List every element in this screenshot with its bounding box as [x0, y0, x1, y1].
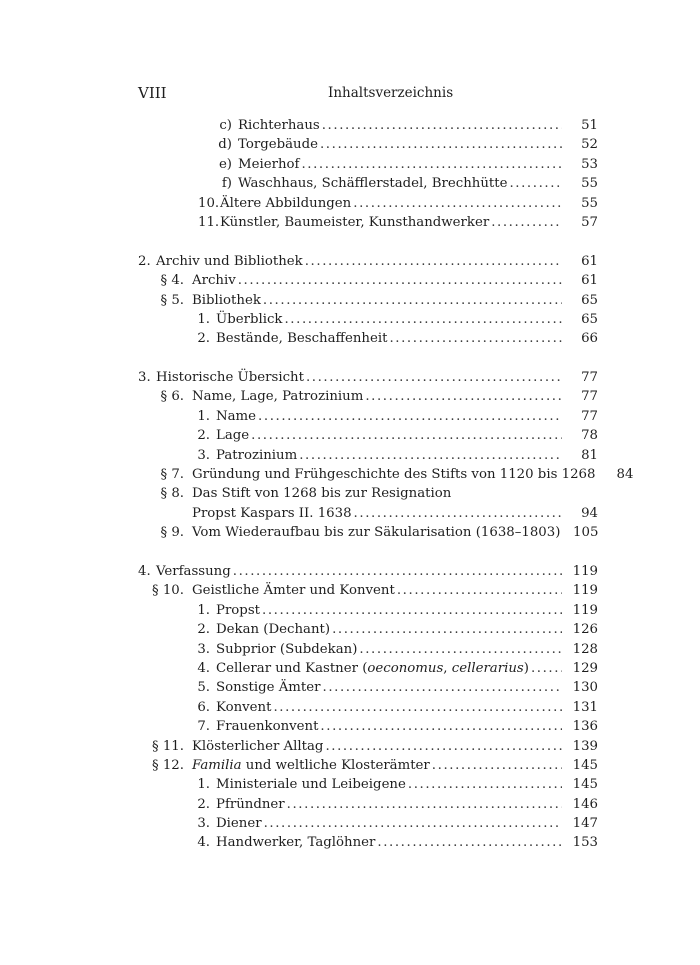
item-number: 7.	[197, 719, 210, 735]
item-number: 2.	[197, 331, 210, 347]
section-gap	[138, 351, 598, 370]
page-number-ref: 145	[572, 777, 598, 793]
entry-title: Archiv und Bibliothek	[156, 253, 303, 269]
page-number-ref: 61	[581, 253, 598, 269]
entry-title: Das Stift von 1268 bis zur Resignation	[192, 486, 452, 502]
item-number: f)	[221, 176, 232, 192]
page-number-ref: 77	[581, 389, 598, 405]
item-number: 10.	[198, 195, 220, 211]
entry-title: Name	[216, 408, 257, 424]
entry-title: Bibliothek	[192, 292, 261, 308]
page-number-ref: 105	[573, 525, 599, 541]
entry-title: Ältere Abbildungen	[220, 195, 352, 211]
dot-leader	[305, 254, 562, 269]
entry-title: Dekan (Dechant)	[216, 622, 331, 638]
entry-title: Pfründner	[216, 796, 285, 812]
toc-entry	[138, 642, 598, 661]
page-number-ref: 119	[572, 583, 598, 599]
entry-title: Vom Wiederaufbau bis zur Säkularisation (1638–1803)	[192, 525, 561, 541]
section-number: § 5.	[160, 292, 184, 308]
entry-title-rich: Cellerar und Kastner (oeconomus, cellerarius)	[216, 660, 529, 676]
entry-title: Patrozinium	[216, 447, 298, 463]
section-number: § 6.	[160, 389, 184, 405]
dot-leader	[531, 661, 562, 676]
entry-title: Künstler, Baumeister, Kunsthandwerker	[220, 214, 490, 230]
page-number-ref: 51	[581, 118, 598, 133]
toc-entry	[138, 137, 598, 156]
entry-title: Diener	[216, 816, 262, 832]
dot-leader	[377, 835, 562, 850]
item-number: 6.	[197, 699, 210, 715]
chapter-number: 2.	[138, 253, 151, 269]
page-number-ref: 57	[581, 214, 598, 230]
page-number-ref: 139	[572, 738, 598, 754]
entry-title: Bestände, Beschaffenheit	[216, 331, 388, 347]
toc-entry	[138, 797, 598, 816]
page-number-ref: 153	[572, 835, 598, 851]
page-number: VIII	[138, 84, 167, 102]
entry-title: Ministeriale und Leibeigene	[216, 777, 406, 793]
entry-title: Richterhaus	[238, 118, 320, 133]
page-number-ref: 52	[581, 137, 598, 153]
section-gap	[138, 234, 598, 253]
toc-entry	[138, 118, 598, 137]
toc-entry	[138, 389, 598, 408]
dot-leader	[332, 622, 562, 637]
page-number-ref: 131	[572, 699, 598, 715]
page-number-ref: 81	[581, 447, 598, 463]
item-number: 4.	[197, 835, 210, 851]
page-number-ref: 145	[572, 757, 598, 773]
dot-leader	[322, 118, 562, 133]
dot-leader	[325, 739, 562, 754]
toc-entry	[138, 176, 598, 195]
dot-leader	[238, 273, 562, 288]
toc-entry	[138, 254, 598, 273]
item-number: 4.	[197, 660, 210, 676]
entry-title: Sonstige Ämter	[216, 680, 321, 696]
section-number: § 7.	[160, 467, 184, 483]
entry-title: Frauenkonvent	[216, 719, 319, 735]
page-number-ref: 119	[572, 602, 598, 618]
page-number-ref: 61	[581, 273, 598, 289]
item-number: d)	[218, 137, 232, 153]
toc-entry	[138, 583, 598, 602]
toc-entry	[138, 215, 598, 234]
entry-title: Handwerker, Taglöhner	[216, 835, 376, 851]
toc-entry	[138, 467, 634, 486]
toc-entry	[138, 486, 598, 505]
dot-leader	[397, 583, 562, 598]
item-number: 2.	[197, 622, 210, 638]
entry-title: Gründung und Frühgeschichte des Stifts von 1120 bis 1268	[192, 467, 596, 483]
toc-entry	[138, 661, 598, 680]
toc-entry	[138, 739, 598, 758]
item-number: 1.	[197, 408, 210, 424]
running-title: Inhaltsverzeichnis	[328, 85, 454, 101]
toc-entry	[138, 758, 598, 777]
page-number-ref: 146	[572, 796, 598, 812]
dot-leader	[432, 758, 562, 773]
dot-leader	[354, 506, 562, 521]
dot-leader	[389, 331, 562, 346]
toc-entry	[138, 816, 598, 835]
toc-entry	[138, 312, 598, 331]
entry-title: Archiv	[192, 273, 236, 289]
dot-leader	[320, 137, 562, 152]
toc-entry	[138, 700, 598, 719]
toc-entry	[138, 603, 598, 622]
page-number-ref: 77	[581, 408, 598, 424]
dot-leader	[323, 680, 563, 695]
entry-title-rich: Familia und weltliche Klosterämter	[192, 757, 430, 773]
page-number-ref: 129	[572, 660, 598, 676]
section-number: § 8.	[160, 486, 184, 502]
table-of-contents	[138, 118, 634, 855]
dot-leader	[263, 293, 562, 308]
entry-title: Subprior (Subdekan)	[216, 641, 358, 657]
toc-entry	[138, 680, 598, 699]
toc-entry	[138, 409, 598, 428]
page-number-ref: 128	[572, 641, 598, 657]
entry-title: Verfassung	[156, 563, 231, 579]
dot-leader	[359, 642, 562, 657]
item-number: e)	[218, 156, 232, 172]
dot-leader	[301, 157, 562, 172]
toc-entry	[138, 370, 598, 389]
page-number-ref: 126	[572, 622, 598, 638]
entry-title: Konvent	[216, 699, 272, 715]
dot-leader	[264, 816, 562, 831]
toc-entry	[138, 331, 598, 350]
toc-entry	[138, 293, 598, 312]
page-number-ref: 65	[581, 311, 598, 327]
toc-entry	[138, 448, 598, 467]
page-number-ref: 53	[581, 156, 598, 172]
section-number: § 10.	[151, 583, 184, 599]
page-number-ref: 130	[572, 680, 598, 696]
dot-leader	[258, 409, 562, 424]
item-number: 2.	[197, 428, 210, 444]
dot-leader	[365, 389, 562, 404]
entry-title: Torgebäude	[238, 137, 318, 153]
item-number: 11.	[198, 214, 220, 230]
toc-entry	[138, 622, 598, 641]
toc-entry	[138, 525, 598, 544]
item-number: 3.	[197, 816, 210, 832]
section-number: § 11.	[151, 738, 184, 754]
toc-entry	[138, 777, 598, 796]
item-number: 1.	[197, 777, 210, 793]
dot-leader	[284, 312, 562, 327]
toc-entry	[138, 196, 598, 215]
item-number: c)	[219, 118, 232, 133]
dot-leader	[353, 196, 562, 211]
section-number: § 4.	[160, 273, 184, 289]
entry-title: Propst	[216, 602, 260, 618]
dot-leader	[509, 176, 562, 191]
dot-leader	[306, 370, 562, 385]
page-number-ref: 94	[581, 505, 598, 521]
dot-leader	[320, 719, 562, 734]
dot-leader	[233, 564, 562, 579]
toc-entry	[138, 506, 598, 525]
item-number: 3.	[197, 447, 210, 463]
toc-entry	[138, 835, 598, 854]
page-number-ref: 55	[581, 195, 598, 211]
toc-entry	[138, 157, 598, 176]
entry-title: Lage	[216, 428, 250, 444]
page-number-ref: 65	[581, 292, 598, 308]
section-number: § 12.	[151, 757, 184, 773]
dot-leader	[251, 428, 562, 443]
entry-title: Historische Übersicht	[156, 370, 304, 386]
entry-title: Klösterlicher Alltag	[192, 738, 324, 754]
toc-entry	[138, 428, 598, 447]
page-number-ref: 55	[581, 176, 598, 192]
dot-leader	[287, 797, 562, 812]
section-gap	[138, 545, 598, 564]
item-number: 1.	[197, 311, 210, 327]
item-number: 3.	[197, 641, 210, 657]
item-number: 1.	[197, 602, 210, 618]
page-number-ref: 84	[616, 467, 634, 483]
toc-entry	[138, 273, 598, 292]
entry-title: Geistliche Ämter und Konvent	[192, 583, 395, 599]
entry-title: Propst Kaspars II. 1638	[192, 505, 352, 521]
dot-leader	[273, 700, 562, 715]
chapter-number: 4.	[138, 563, 151, 579]
entry-title: Name, Lage, Patrozinium	[192, 389, 364, 405]
page-number-ref: 78	[581, 428, 598, 444]
dot-leader	[491, 215, 562, 230]
item-number: 2.	[197, 796, 210, 812]
toc-entry	[138, 564, 598, 583]
dot-leader	[262, 603, 562, 618]
item-number: 5.	[197, 680, 210, 696]
entry-title: Überblick	[216, 311, 283, 327]
toc-entry	[138, 719, 598, 738]
page-number-ref: 136	[572, 719, 598, 735]
page-number-ref: 119	[572, 563, 598, 579]
dot-leader	[299, 448, 562, 463]
page-number-ref: 77	[581, 370, 598, 386]
page-number-ref: 147	[572, 816, 598, 832]
dot-leader	[408, 777, 562, 792]
entry-title: Meierhof	[238, 156, 300, 172]
section-number: § 9.	[160, 525, 184, 541]
chapter-number: 3.	[138, 370, 151, 386]
page-number-ref: 66	[581, 331, 598, 347]
entry-title: Waschhaus, Schäfflerstadel, Brechhütte	[238, 176, 508, 192]
